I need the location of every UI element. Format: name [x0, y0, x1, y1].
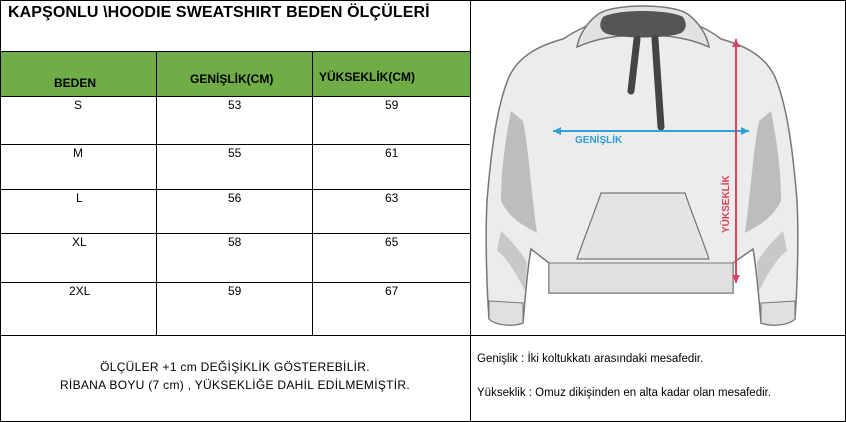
footer-disclaimer [0, 358, 470, 394]
cell-height-s: 59 [385, 98, 399, 112]
divider-row-1 [0, 144, 470, 145]
cell-width-xl: 58 [228, 235, 242, 249]
divider-row-4 [0, 282, 470, 283]
cell-height-m: 61 [385, 146, 399, 160]
divider-header [0, 96, 470, 97]
cell-size-xl: XL [72, 235, 87, 249]
left-cuff [489, 301, 523, 325]
width-label: GENİŞLİK [575, 135, 623, 146]
right-cuff [761, 301, 795, 325]
cell-size-m: M [73, 146, 83, 160]
cell-size-2xl: 2XL [69, 284, 91, 298]
cell-width-l: 56 [228, 191, 242, 205]
footer-line-1: ÖLÇÜLER +1 cm DEĞİŞİKLİK GÖSTEREBİLİR. [100, 360, 370, 374]
bottom-rib [549, 263, 733, 293]
cell-height-l: 63 [385, 191, 399, 205]
cell-width-s: 53 [228, 98, 242, 112]
cell-width-m: 55 [228, 146, 242, 160]
divider-row-3 [0, 233, 470, 234]
divider-title [0, 51, 470, 52]
hoodie-diagram [471, 1, 844, 334]
hoodie-illustration [471, 1, 844, 334]
cell-size-l: L [76, 191, 83, 205]
header-genislik: GENİŞLİK(CM) [190, 72, 274, 86]
hood-inner [600, 11, 686, 38]
divider-col-2 [312, 52, 313, 335]
divider-row-2 [0, 189, 470, 190]
chart-title: KAPŞONLU \HOODIE SWEATSHIRT BEDEN ÖLÇÜLERİ [8, 4, 430, 21]
note-width: Genişlik : İki koltukkatı arasındaki mesafedir. [477, 353, 704, 365]
divider-footer-vertical [470, 335, 471, 421]
height-label: YÜKSEKLİK [721, 175, 732, 233]
cell-size-s: S [74, 98, 83, 112]
divider-col-1 [156, 52, 157, 335]
header-beden: BEDEN [54, 76, 97, 90]
divider-footer [0, 335, 845, 336]
cell-width-2xl: 59 [228, 284, 242, 298]
cell-height-xl: 65 [385, 235, 399, 249]
footer-line-2: RİBANA BOYU (7 cm) , YÜKSEKLİĞE DAHİL EDİLMEMİŞTİR. [59, 378, 411, 392]
header-yukseklik: YÜKSEKLİK(CM) [319, 70, 415, 84]
note-height: Yükseklik : Omuz dikişinden en alta kadar olan mesafedir. [477, 387, 772, 399]
cell-height-2xl: 67 [385, 284, 399, 298]
